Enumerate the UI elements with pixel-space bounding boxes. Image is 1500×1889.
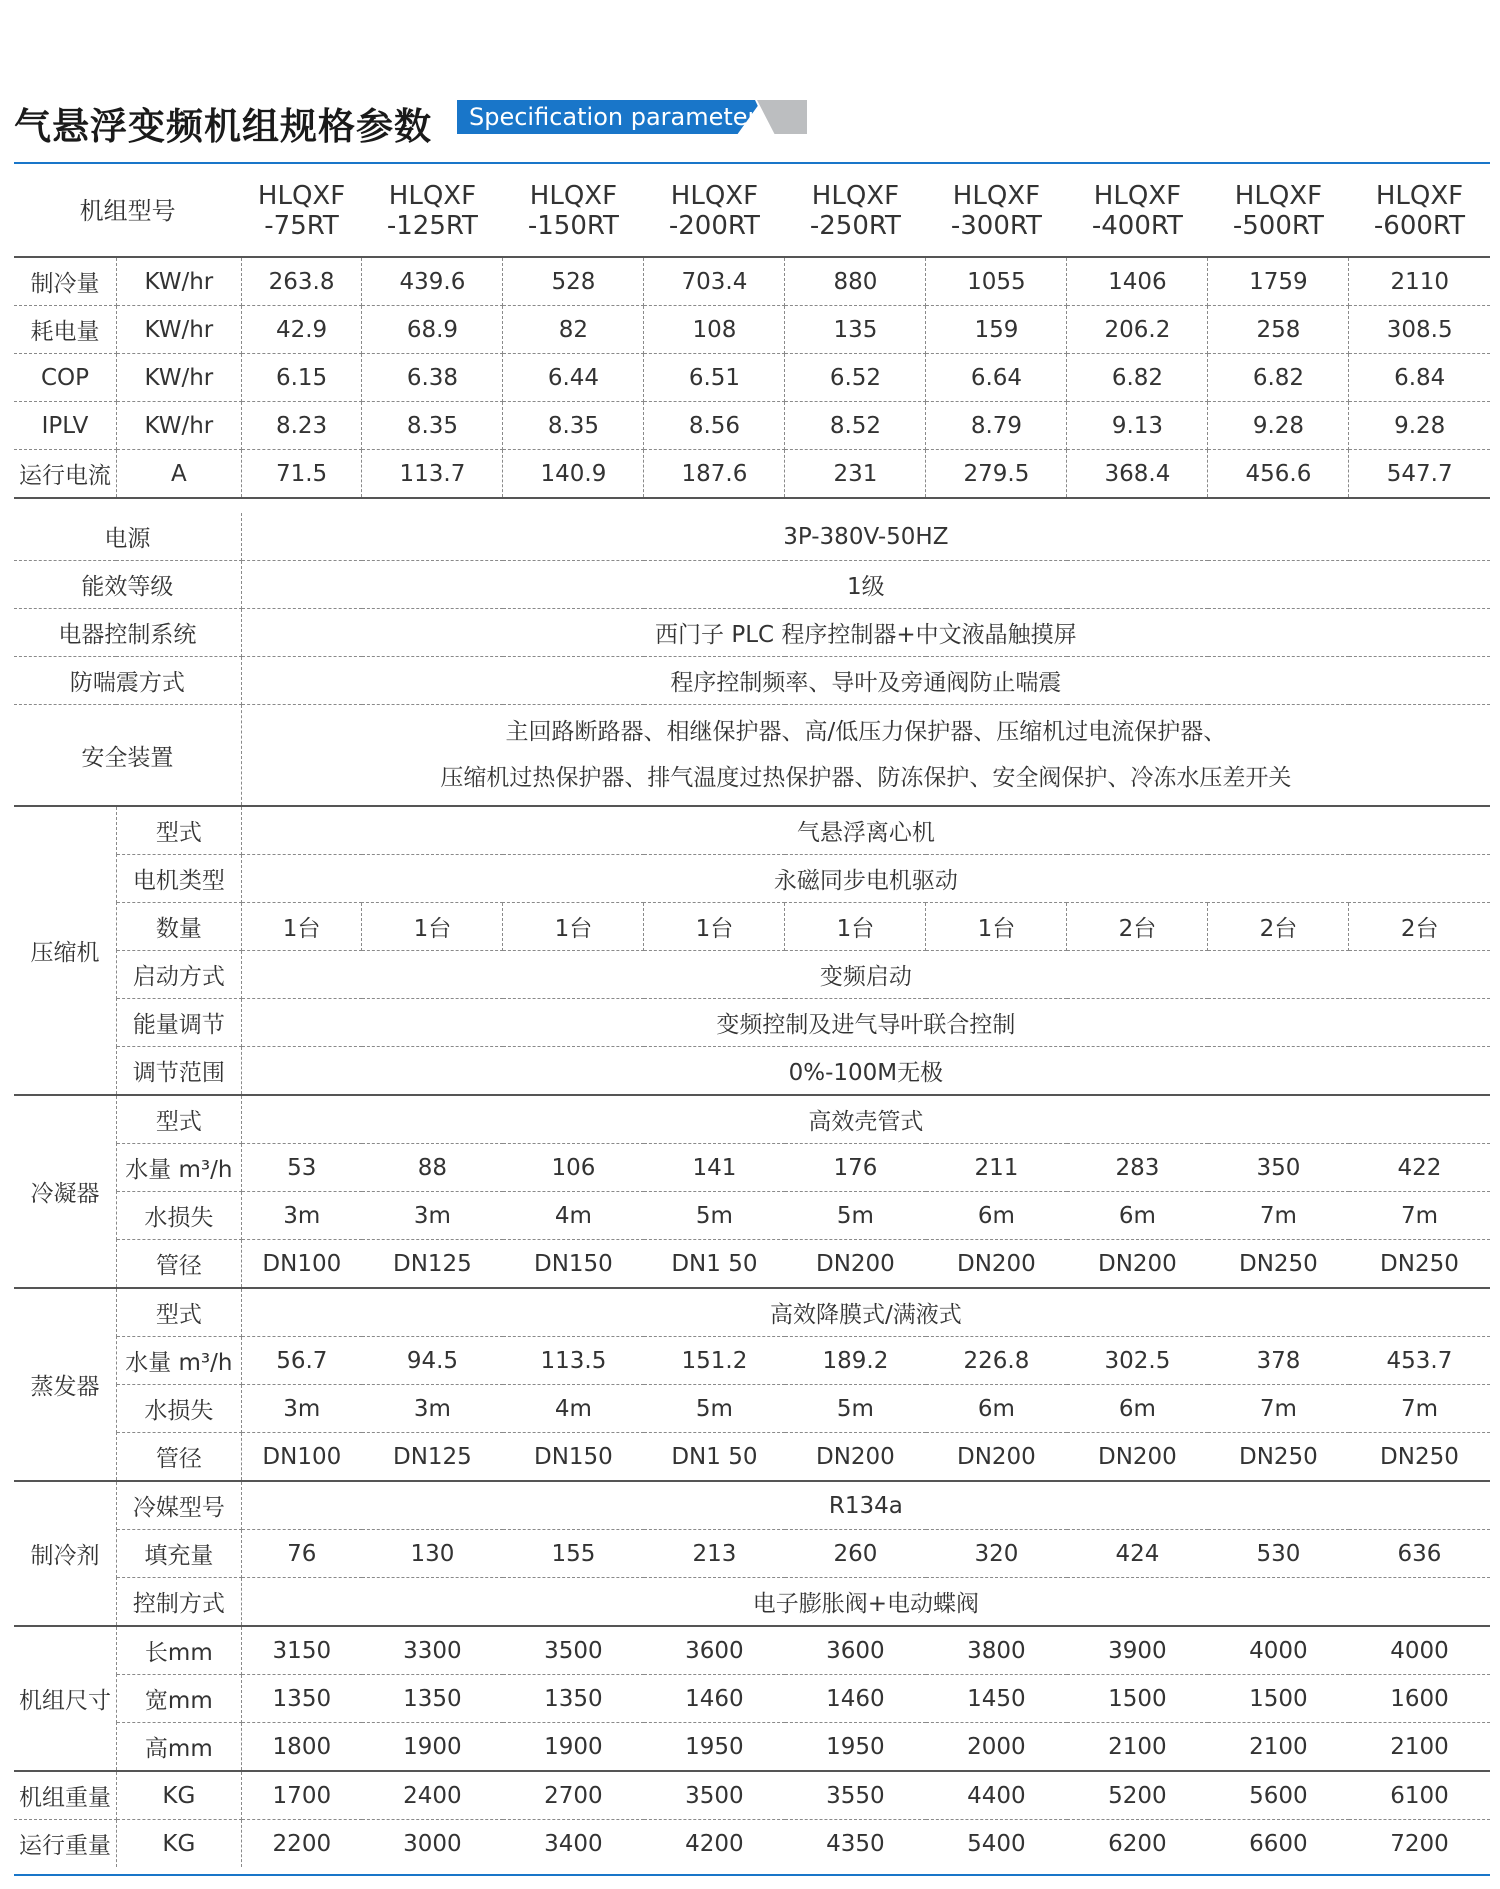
value-cell: 6.52: [785, 354, 926, 402]
sub-label: 启动方式: [116, 951, 241, 999]
model-series: HLQXF: [670, 181, 759, 211]
value-cell: 159: [926, 306, 1067, 354]
table-row: [14, 705, 1490, 807]
sub-label: 数量: [116, 903, 241, 951]
model-series: HLQXF: [1234, 181, 1323, 211]
value-cell: DN200: [1067, 1433, 1208, 1482]
value-cell: 6.44: [503, 354, 644, 402]
value-cell: 1406: [1067, 257, 1208, 306]
value-cell: 5m: [644, 1385, 785, 1433]
model-capacity: -600RT: [1373, 211, 1465, 241]
value-cell: 187.6: [644, 450, 785, 499]
sub-label: 水量 m³/h: [116, 1337, 241, 1385]
table-row: [14, 306, 1490, 354]
sub-value: 高效壳管式: [241, 1095, 1490, 1144]
value-cell: 9.13: [1067, 402, 1208, 450]
value-cell: DN200: [785, 1433, 926, 1482]
value-cell: DN100: [241, 1433, 362, 1482]
value-cell: 8.52: [785, 402, 926, 450]
group-label: 蒸发器: [14, 1288, 116, 1481]
sub-label: 水损失: [116, 1385, 241, 1433]
sub-label: 宽mm: [116, 1675, 241, 1723]
value-cell: 3800: [926, 1626, 1067, 1675]
value-cell: 56.7: [241, 1337, 362, 1385]
value-cell: 320: [926, 1530, 1067, 1578]
value-cell: 5m: [785, 1192, 926, 1240]
table-row: [14, 1288, 1490, 1337]
value-cell: 2台: [1349, 903, 1490, 951]
value-cell: 422: [1349, 1144, 1490, 1192]
value-cell: 113.5: [503, 1337, 644, 1385]
value-cell: 9.28: [1208, 402, 1349, 450]
value-cell: 1460: [785, 1675, 926, 1723]
table-row: [14, 1192, 1490, 1240]
value-cell: 1700: [241, 1771, 362, 1820]
safety-label: 安全装置: [14, 705, 241, 807]
model-series: HLQXF: [952, 181, 1041, 211]
value-cell: 155: [503, 1530, 644, 1578]
bottom-rule: [14, 1874, 1490, 1876]
value-cell: 5m: [644, 1192, 785, 1240]
model-header: [1349, 166, 1490, 257]
param-label: COP: [14, 354, 116, 402]
value-cell: 1台: [503, 903, 644, 951]
param-label: 机组重量: [14, 1771, 116, 1820]
value-cell: 1350: [503, 1675, 644, 1723]
spec-banner: [457, 100, 807, 138]
value-cell: 1950: [644, 1723, 785, 1772]
group-label: 冷凝器: [14, 1095, 116, 1288]
value-cell: DN125: [362, 1240, 503, 1289]
value-cell: 8.56: [644, 402, 785, 450]
table-row: [14, 257, 1490, 306]
value-cell: 2100: [1067, 1723, 1208, 1772]
value-cell: 258: [1208, 306, 1349, 354]
sub-label: 型式: [116, 806, 241, 855]
value-cell: 1500: [1208, 1675, 1349, 1723]
table-row: [14, 1723, 1490, 1772]
model-capacity: -300RT: [950, 211, 1042, 241]
table-row: [14, 1047, 1490, 1096]
value-cell: 4000: [1349, 1626, 1490, 1675]
param-label: 运行电流: [14, 450, 116, 499]
value-cell: 1950: [785, 1723, 926, 1772]
value-cell: 189.2: [785, 1337, 926, 1385]
group-label: 机组尺寸: [14, 1626, 116, 1771]
value-cell: 7m: [1208, 1192, 1349, 1240]
model-series: HLQXF: [257, 181, 346, 211]
value-cell: 3900: [1067, 1626, 1208, 1675]
value-cell: DN125: [362, 1433, 503, 1482]
value-cell: 3600: [785, 1626, 926, 1675]
value-cell: DN250: [1208, 1433, 1349, 1482]
value-cell: 4m: [503, 1385, 644, 1433]
param-value: 西门子 PLC 程序控制器+中文液晶触摸屏: [241, 609, 1490, 657]
value-cell: 308.5: [1349, 306, 1490, 354]
sub-value: 永磁同步电机驱动: [241, 855, 1490, 903]
value-cell: 880: [785, 257, 926, 306]
value-cell: 302.5: [1067, 1337, 1208, 1385]
value-cell: 176: [785, 1144, 926, 1192]
value-cell: 3m: [362, 1385, 503, 1433]
banner-text: Specification parameter: [469, 103, 758, 131]
page-title: 气悬浮变频机组规格参数: [14, 105, 432, 148]
value-cell: 140.9: [503, 450, 644, 499]
model-header: [503, 166, 644, 257]
value-cell: 8.23: [241, 402, 362, 450]
value-cell: 350: [1208, 1144, 1349, 1192]
value-cell: DN200: [1067, 1240, 1208, 1289]
value-cell: 2100: [1208, 1723, 1349, 1772]
model-header: [644, 166, 785, 257]
value-cell: DN250: [1208, 1240, 1349, 1289]
unit-label: KW/hr: [116, 402, 241, 450]
model-header: [1208, 166, 1349, 257]
value-cell: 3300: [362, 1626, 503, 1675]
value-cell: 68.9: [362, 306, 503, 354]
model-header: [785, 166, 926, 257]
value-cell: 3400: [544, 1830, 603, 1857]
value-cell: 3m: [241, 1192, 362, 1240]
value-cell: 703.4: [644, 257, 785, 306]
value-cell: 1900: [503, 1723, 644, 1772]
param-label: IPLV: [14, 402, 116, 450]
value-cell: 5200: [1067, 1771, 1208, 1820]
value-cell: 547.7: [1349, 450, 1490, 499]
value-cell: 141: [644, 1144, 785, 1192]
value-cell: 135: [785, 306, 926, 354]
model-series: HLQXF: [1093, 181, 1182, 211]
value-cell: 88: [362, 1144, 503, 1192]
sub-label: 电机类型: [116, 855, 241, 903]
value-cell: 263.8: [241, 257, 362, 306]
sub-label: 控制方式: [116, 1578, 241, 1627]
sub-label: 管径: [116, 1240, 241, 1289]
value-cell: 1800: [241, 1723, 362, 1772]
sub-label: 水量 m³/h: [116, 1144, 241, 1192]
unit-label: KW/hr: [116, 257, 241, 306]
value-cell: 3m: [362, 1192, 503, 1240]
table-row: [14, 402, 1490, 450]
value-cell: DN250: [1349, 1240, 1490, 1289]
value-cell: 4000: [1208, 1626, 1349, 1675]
top-rule: [14, 162, 1490, 164]
table-row: [14, 1337, 1490, 1385]
value-cell: 106: [503, 1144, 644, 1192]
table-row: [14, 498, 1490, 513]
value-cell: 636: [1349, 1530, 1490, 1578]
value-cell: 368.4: [1067, 450, 1208, 499]
value-cell: 6m: [1067, 1192, 1208, 1240]
value-cell: 1台: [926, 903, 1067, 951]
table-row: [14, 166, 1490, 257]
safety-line-2: 压缩机过热保护器、排气温度过热保护器、防冻保护、安全阀保护、冷冻水压差开关: [440, 765, 1292, 791]
sub-value: 电子膨胀阀+电动蝶阀: [241, 1578, 1490, 1627]
group-label: 压缩机: [14, 806, 116, 1095]
value-cell: 1台: [644, 903, 785, 951]
value-cell: 283: [1067, 1144, 1208, 1192]
value-cell: 53: [241, 1144, 362, 1192]
model-capacity: -150RT: [527, 211, 619, 241]
sub-label: 水损失: [116, 1192, 241, 1240]
table-row: [14, 1675, 1490, 1723]
model-header: [926, 166, 1067, 257]
value-cell: 1460: [644, 1675, 785, 1723]
table-row: [14, 1626, 1490, 1675]
value-cell: DN1 50: [644, 1433, 785, 1482]
value-cell: 3150: [241, 1626, 362, 1675]
param-value: 程序控制频率、导叶及旁通阀防止喘震: [241, 657, 1490, 705]
param-label: 电源: [14, 513, 241, 561]
sub-value: 变频启动: [241, 951, 1490, 999]
value-cell: 2100: [1349, 1723, 1490, 1772]
sub-label: 调节范围: [116, 1047, 241, 1096]
value-cell: DN200: [926, 1433, 1067, 1482]
unit-label: KG: [116, 1820, 241, 1868]
sub-label: 能量调节: [116, 999, 241, 1047]
table-row: [14, 561, 1490, 609]
value-cell: 2台: [1067, 903, 1208, 951]
model-header: [241, 166, 362, 257]
value-cell: 530: [1208, 1530, 1349, 1578]
value-cell: 528: [503, 257, 644, 306]
table-row: [14, 1578, 1490, 1627]
value-cell: 76: [241, 1530, 362, 1578]
table-row: [14, 1240, 1490, 1289]
value-cell: 1台: [241, 903, 362, 951]
sub-label: 冷媒型号: [116, 1481, 241, 1530]
value-cell: 6.51: [644, 354, 785, 402]
sub-value: R134a: [241, 1481, 1490, 1530]
value-cell: 3m: [241, 1385, 362, 1433]
table-row: [14, 1144, 1490, 1192]
value-cell: 5400: [967, 1830, 1026, 1857]
value-cell: 439.6: [362, 257, 503, 306]
param-label: 电器控制系统: [14, 609, 241, 657]
sub-label: 长mm: [116, 1626, 241, 1675]
value-cell: 213: [644, 1530, 785, 1578]
value-cell: 9.28: [1349, 402, 1490, 450]
sub-value: 变频控制及进气导叶联合控制: [241, 999, 1490, 1047]
safety-value: [241, 705, 1490, 807]
value-cell: 7200: [1390, 1830, 1449, 1857]
value-cell: 2400: [362, 1771, 503, 1820]
value-cell: 6m: [926, 1385, 1067, 1433]
table-row: [14, 951, 1490, 999]
value-cell: 4350: [826, 1830, 885, 1857]
sub-label: 高mm: [116, 1723, 241, 1772]
value-cell: 94.5: [362, 1337, 503, 1385]
value-cell: 1600: [1349, 1675, 1490, 1723]
unit-label: KW/hr: [116, 306, 241, 354]
value-cell: DN150: [503, 1240, 644, 1289]
value-cell: 8.35: [362, 402, 503, 450]
value-cell: 424: [1067, 1530, 1208, 1578]
sub-value: 高效降膜式/满液式: [241, 1288, 1490, 1337]
table-row: [14, 1095, 1490, 1144]
table-row: [14, 513, 1490, 561]
sub-label: 型式: [116, 1095, 241, 1144]
value-cell: 3600: [644, 1626, 785, 1675]
value-cell: 6.84: [1349, 354, 1490, 402]
value-cell: 6m: [926, 1192, 1067, 1240]
value-cell: 151.2: [644, 1337, 785, 1385]
spec-table: [14, 166, 1490, 1867]
safety-line-1: 主回路断路器、相继保护器、高/低压力保护器、压缩机过电流保护器、: [505, 719, 1227, 745]
value-cell: 113.7: [362, 450, 503, 499]
unit-label: A: [116, 450, 241, 499]
table-row: [14, 903, 1490, 951]
model-capacity: -125RT: [386, 211, 478, 241]
sub-label: 填充量: [116, 1530, 241, 1578]
value-cell: 260: [785, 1530, 926, 1578]
model-header: [1067, 166, 1208, 257]
page-header: [14, 96, 1494, 156]
value-cell: 7m: [1349, 1192, 1490, 1240]
param-label: 制冷量: [14, 257, 116, 306]
value-cell: 5m: [785, 1385, 926, 1433]
value-cell: 1台: [362, 903, 503, 951]
model-capacity: -200RT: [668, 211, 760, 241]
model-capacity: -500RT: [1232, 211, 1324, 241]
value-cell: 378: [1208, 1337, 1349, 1385]
value-cell: 279.5: [926, 450, 1067, 499]
model-series: HLQXF: [529, 181, 618, 211]
value-cell: 6200: [1108, 1830, 1167, 1857]
value-cell: 1台: [785, 903, 926, 951]
value-cell: DN200: [926, 1240, 1067, 1289]
value-cell: 206.2: [1067, 306, 1208, 354]
table-row: [14, 657, 1490, 705]
table-row: [14, 1481, 1490, 1530]
table-row: [14, 609, 1490, 657]
value-cell: 1450: [926, 1675, 1067, 1723]
value-cell: 71.5: [241, 450, 362, 499]
value-cell: 1900: [362, 1723, 503, 1772]
model-capacity: -75RT: [264, 211, 339, 241]
value-cell: 4400: [926, 1771, 1067, 1820]
table-row: [14, 1385, 1490, 1433]
value-cell: 6600: [1249, 1830, 1308, 1857]
value-cell: 130: [362, 1530, 503, 1578]
param-label: 耗电量: [14, 306, 116, 354]
value-cell: 8.79: [926, 402, 1067, 450]
sub-value: 0%-100M无极: [241, 1047, 1490, 1096]
value-cell: 6.15: [241, 354, 362, 402]
value-cell: 1350: [362, 1675, 503, 1723]
value-cell: 453.7: [1349, 1337, 1490, 1385]
value-cell: 82: [503, 306, 644, 354]
value-cell: 2700: [503, 1771, 644, 1820]
value-cell: DN150: [503, 1433, 644, 1482]
model-series: HLQXF: [388, 181, 477, 211]
table-row: [14, 999, 1490, 1047]
value-cell: 2台: [1208, 903, 1349, 951]
model-series: HLQXF: [1375, 181, 1464, 211]
value-cell: 6.38: [362, 354, 503, 402]
model-capacity: -250RT: [809, 211, 901, 241]
value-cell: 5600: [1208, 1771, 1349, 1820]
value-cell: 456.6: [1208, 450, 1349, 499]
model-series: HLQXF: [811, 181, 900, 211]
model-header: [362, 166, 503, 257]
model-capacity: -400RT: [1091, 211, 1183, 241]
model-label: 机组型号: [14, 166, 241, 257]
value-cell: 1055: [926, 257, 1067, 306]
table-row: [14, 806, 1490, 855]
value-cell: 6.64: [926, 354, 1067, 402]
param-value: 3P-380V-50HZ: [241, 513, 1490, 561]
value-cell: 7m: [1349, 1385, 1490, 1433]
value-cell: 2000: [926, 1723, 1067, 1772]
table-row: [14, 450, 1490, 499]
table-row: [14, 855, 1490, 903]
value-cell: 6.82: [1067, 354, 1208, 402]
param-label: 防喘震方式: [14, 657, 241, 705]
unit-label: KG: [116, 1771, 241, 1820]
value-cell: 3500: [503, 1626, 644, 1675]
value-cell: 6m: [1067, 1385, 1208, 1433]
table-row: [14, 1433, 1490, 1482]
value-cell: DN100: [241, 1240, 362, 1289]
sub-label: 型式: [116, 1288, 241, 1337]
table-row: [14, 354, 1490, 402]
value-cell: 2110: [1349, 257, 1490, 306]
table-row: [14, 1530, 1490, 1578]
value-cell: 6.82: [1208, 354, 1349, 402]
value-cell: 1500: [1067, 1675, 1208, 1723]
value-cell: 211: [926, 1144, 1067, 1192]
param-label: 能效等级: [14, 561, 241, 609]
group-label: 制冷剂: [14, 1481, 116, 1626]
value-cell: 6100: [1349, 1771, 1490, 1820]
value-cell: 226.8: [926, 1337, 1067, 1385]
value-cell: 1350: [241, 1675, 362, 1723]
param-value: 1级: [241, 561, 1490, 609]
table-row: [14, 1820, 1490, 1868]
table-row: [14, 1771, 1490, 1820]
value-cell: DN250: [1349, 1433, 1490, 1482]
value-cell: 108: [644, 306, 785, 354]
sub-value: 气悬浮离心机: [241, 806, 1490, 855]
param-label: 运行重量: [14, 1820, 116, 1868]
value-cell: 231: [785, 450, 926, 499]
value-cell: 2200: [272, 1830, 332, 1857]
sub-label: 管径: [116, 1433, 241, 1482]
value-cell: 7m: [1208, 1385, 1349, 1433]
value-cell: 3000: [403, 1830, 462, 1857]
unit-label: KW/hr: [116, 354, 241, 402]
value-cell: 42.9: [241, 306, 362, 354]
value-cell: 4m: [503, 1192, 644, 1240]
value-cell: DN200: [785, 1240, 926, 1289]
value-cell: 8.35: [503, 402, 644, 450]
value-cell: 4200: [685, 1830, 744, 1857]
value-cell: 3550: [785, 1771, 926, 1820]
spacer-cell: [14, 498, 1490, 513]
value-cell: 1759: [1208, 257, 1349, 306]
value-cell: DN1 50: [644, 1240, 785, 1289]
value-cell: 3500: [644, 1771, 785, 1820]
